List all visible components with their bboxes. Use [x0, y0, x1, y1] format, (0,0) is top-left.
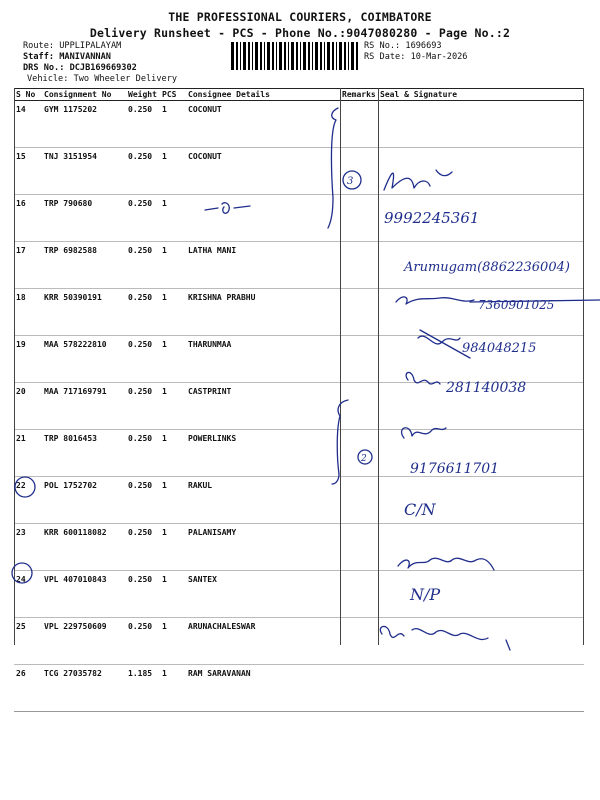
table-row	[14, 430, 584, 477]
consignment-cell: MAA 717169791	[42, 383, 126, 430]
barcode-bar	[303, 42, 306, 70]
table-row	[14, 148, 584, 195]
signature-cell	[378, 477, 584, 524]
runsheet-table	[14, 88, 584, 712]
sno-cell: 21	[14, 430, 42, 477]
weight-cell: 0.250	[126, 195, 160, 242]
barcode-bar	[344, 42, 346, 70]
remarks-cell	[340, 148, 378, 195]
signature-cell	[378, 336, 584, 383]
barcode-bar	[284, 42, 286, 70]
sno-cell: 14	[14, 101, 42, 148]
consignment-cell: GYM 1175202	[42, 101, 126, 148]
table-row	[14, 665, 584, 712]
barcode-bar	[308, 42, 310, 70]
weight-cell: 0.250	[126, 101, 160, 148]
barcode-bar	[348, 42, 349, 70]
sno-cell: 18	[14, 289, 42, 336]
vehicle-label: Vehicle: Two Wheeler Delivery	[27, 74, 178, 84]
remarks-cell	[340, 383, 378, 430]
remarks-mark-top: 3	[347, 176, 354, 187]
consignment-cell: VPL 407010843	[42, 571, 126, 618]
sno-cell: 17	[14, 242, 42, 289]
consignee-cell: PALANISAMY	[186, 524, 340, 571]
pcs-cell: 1	[160, 618, 186, 665]
signature-cell	[378, 289, 584, 336]
remarks-cell	[340, 430, 378, 477]
weight-cell: 1.185	[126, 665, 160, 712]
col-consignment: Consignment No	[42, 89, 126, 101]
barcode-bar	[252, 42, 253, 70]
table-row	[14, 195, 584, 242]
table-row	[14, 101, 584, 148]
table-row	[14, 336, 584, 383]
barcode-bar	[327, 42, 330, 70]
weight-cell: 0.250	[126, 618, 160, 665]
consignee-cell: THARUNMAA	[186, 336, 340, 383]
consignment-cell: VPL 229750609	[42, 618, 126, 665]
consignee-cell: POWERLINKS	[186, 430, 340, 477]
barcode-bar	[267, 42, 270, 70]
col-pcs: PCS	[160, 89, 186, 101]
remarks-cell	[340, 524, 378, 571]
barcode-bar	[320, 42, 322, 70]
signature-cell	[378, 148, 584, 195]
phone-row16: 9992245361	[384, 209, 480, 227]
pcs-cell: 1	[160, 195, 186, 242]
rs-number: RS No.: 1696693	[364, 41, 442, 51]
signature-cell	[378, 242, 584, 289]
company-title: THE PROFESSIONAL COURIERS, COIMBATORE	[168, 10, 432, 24]
sno-cell: 25	[14, 618, 42, 665]
barcode-bar	[231, 42, 234, 70]
consignment-cell: KRR 600118082	[42, 524, 126, 571]
phone-row19: 7360901025	[478, 298, 555, 312]
table-border-right	[583, 88, 584, 645]
consignment-cell: TRP 6982588	[42, 242, 126, 289]
barcode-bar	[291, 42, 294, 70]
drs-number: DRS No.: DCJB169669302	[23, 63, 137, 73]
route-label: Route: UPPLIPALAYAM	[23, 41, 122, 51]
phone-row22: 9176611701	[410, 461, 500, 477]
pcs-cell: 1	[160, 148, 186, 195]
weight-cell: 0.250	[126, 383, 160, 430]
signature-cell	[378, 665, 584, 712]
pcs-cell: 1	[160, 289, 186, 336]
consignee-cell: CASTPRINT	[186, 383, 340, 430]
table-row	[14, 383, 584, 430]
weight-cell: 0.250	[126, 336, 160, 383]
barcode-bar	[336, 42, 337, 70]
signature-cell	[378, 571, 584, 618]
sno-cell: 16	[14, 195, 42, 242]
barcode-bar	[255, 42, 258, 70]
consignment-cell: TRP 790680	[42, 195, 126, 242]
runsheet-subtitle: Delivery Runsheet - PCS - Phone No.:9047080280 - Page No.:2	[89, 26, 511, 40]
signature-cell	[378, 383, 584, 430]
consignee-cell: RAKUL	[186, 477, 340, 524]
remarks-cell	[340, 665, 378, 712]
note-row25: N/P	[410, 585, 441, 604]
barcode-bar	[279, 42, 282, 70]
consignment-cell: TRP 8016453	[42, 430, 126, 477]
sno-cell: 24	[14, 571, 42, 618]
pcs-cell: 1	[160, 242, 186, 289]
table-row	[14, 242, 584, 289]
weight-cell: 0.250	[126, 148, 160, 195]
weight-cell: 0.250	[126, 524, 160, 571]
weight-cell: 0.250	[126, 242, 160, 289]
barcode-bar	[300, 42, 301, 70]
pcs-cell: 1	[160, 524, 186, 571]
sno-cell: 15	[14, 148, 42, 195]
remarks-cell	[340, 242, 378, 289]
remarks-cell	[340, 195, 378, 242]
remarks-cell	[340, 477, 378, 524]
barcode-bar	[272, 42, 274, 70]
consignee-cell	[186, 195, 340, 242]
barcode-bar	[236, 42, 238, 70]
barcode-bar	[351, 42, 354, 70]
col-remarks: Remarks	[340, 89, 378, 101]
signature-cell	[378, 430, 584, 477]
phone-row21: 281140038	[446, 380, 527, 396]
remarks-cell	[340, 336, 378, 383]
barcode-bar	[276, 42, 277, 70]
remarks-mark-bottom: 2	[361, 454, 367, 464]
barcode	[231, 42, 359, 70]
table-header-row	[14, 89, 584, 101]
table-row	[14, 477, 584, 524]
col-sno: S No	[14, 89, 42, 101]
consignment-cell: POL 1752702	[42, 477, 126, 524]
weight-cell: 0.250	[126, 571, 160, 618]
signature-cell	[378, 195, 584, 242]
consignee-cell: COCONUT	[186, 101, 340, 148]
col-signature: Seal & Signature	[378, 89, 584, 101]
pcs-cell: 1	[160, 101, 186, 148]
barcode-bar	[356, 42, 358, 70]
table-row	[14, 524, 584, 571]
remarks-cell	[340, 618, 378, 665]
remarks-cell	[340, 289, 378, 336]
sno-cell: 20	[14, 383, 42, 430]
consignment-cell: KRR 50390191	[42, 289, 126, 336]
remarks-cell	[340, 101, 378, 148]
remarks-divider-right	[378, 88, 379, 645]
rs-date: RS Date: 10-Mar-2026	[364, 52, 468, 62]
col-weight: Weight	[126, 89, 160, 101]
weight-cell: 0.250	[126, 430, 160, 477]
barcode-bar	[332, 42, 334, 70]
consignee-cell: ARUNACHALESWAR	[186, 618, 340, 665]
table-border-left	[14, 88, 15, 645]
barcode-bar	[248, 42, 250, 70]
sno-cell: 19	[14, 336, 42, 383]
sno-cell: 23	[14, 524, 42, 571]
barcode-bar	[260, 42, 262, 70]
barcode-bar	[288, 42, 289, 70]
sno-cell: 26	[14, 665, 42, 712]
signature-cell	[378, 101, 584, 148]
pcs-cell: 1	[160, 430, 186, 477]
consignee-cell: KRISHNA PRABHU	[186, 289, 340, 336]
table-row	[14, 289, 584, 336]
col-consignee: Consignee Details	[186, 89, 340, 101]
signature-cell	[378, 618, 584, 665]
barcode-bar	[312, 42, 313, 70]
signature-cell	[378, 524, 584, 571]
barcode-bar	[339, 42, 342, 70]
table-row	[14, 618, 584, 665]
barcode-bar	[315, 42, 318, 70]
staff-label: Staff: MANIVANNAN	[23, 52, 111, 62]
consignee-cell: RAM SARAVANAN	[186, 665, 340, 712]
sno-cell: 22	[14, 477, 42, 524]
pcs-cell: 1	[160, 336, 186, 383]
pcs-cell: 1	[160, 477, 186, 524]
barcode-bar	[243, 42, 246, 70]
remarks-divider-left	[340, 88, 341, 645]
consignee-cell: COCONUT	[186, 148, 340, 195]
consignee-cell: LATHA MANI	[186, 242, 340, 289]
consignment-cell: MAA 578222810	[42, 336, 126, 383]
phone-row20: 984048215	[462, 341, 537, 356]
weight-cell: 0.250	[126, 477, 160, 524]
remarks-cell	[340, 571, 378, 618]
barcode-bar	[324, 42, 325, 70]
consignee-cell: SANTEX	[186, 571, 340, 618]
table-row	[14, 571, 584, 618]
weight-cell: 0.250	[126, 289, 160, 336]
pcs-cell: 1	[160, 383, 186, 430]
barcode-bar	[240, 42, 241, 70]
consignment-cell: TNJ 3151954	[42, 148, 126, 195]
name-row18: Arumugam(8862236004)	[404, 260, 570, 275]
barcode-bar	[264, 42, 265, 70]
note-row23: C/N	[404, 500, 436, 519]
pcs-cell: 1	[160, 665, 186, 712]
barcode-bar	[296, 42, 298, 70]
pcs-cell: 1	[160, 571, 186, 618]
consignment-cell: TCG 27035782	[42, 665, 126, 712]
